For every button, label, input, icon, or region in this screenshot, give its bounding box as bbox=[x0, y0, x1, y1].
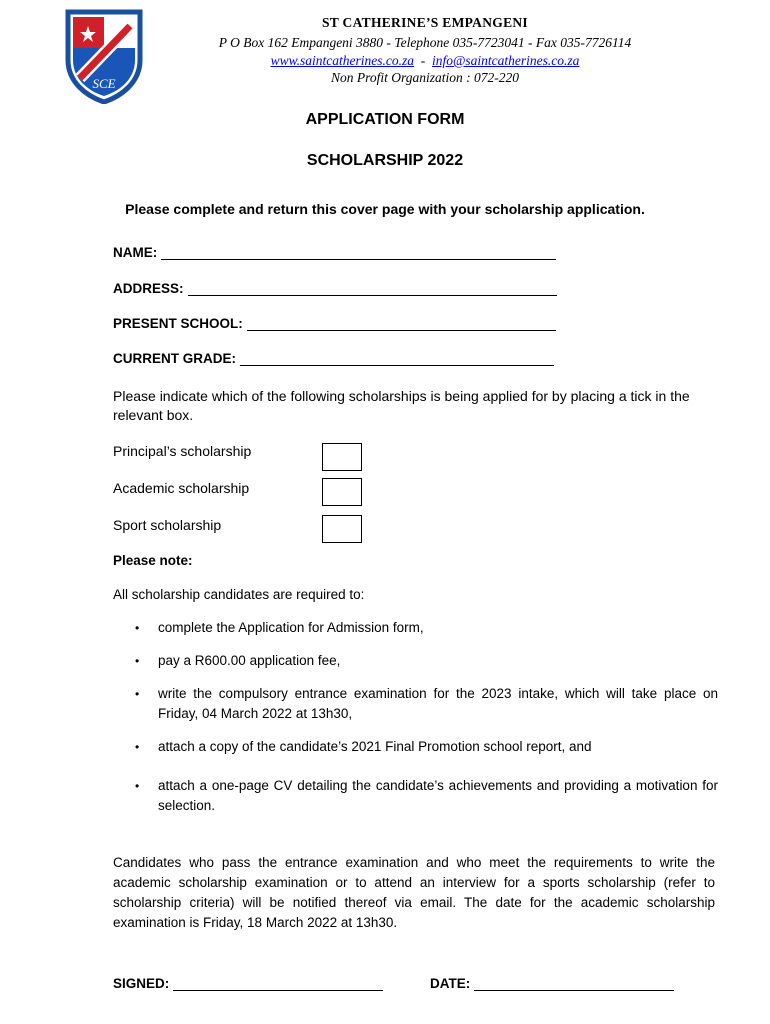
requirement-item: complete the Application for Admission form, bbox=[158, 620, 424, 635]
academic-scholarship-checkbox[interactable] bbox=[322, 478, 362, 506]
field-label: NAME: bbox=[113, 245, 158, 260]
date-field[interactable] bbox=[430, 976, 674, 991]
requirements-intro: All scholarship candidates are required to: bbox=[113, 587, 365, 602]
name-input-line[interactable] bbox=[161, 245, 556, 260]
address-field[interactable] bbox=[113, 281, 557, 296]
intro-text: Please complete and return this cover page with your scholarship application. bbox=[125, 201, 645, 217]
contact-separator: - bbox=[420, 53, 426, 68]
requirement-item: pay a R600.00 application fee, bbox=[158, 653, 341, 668]
closing-paragraph: Candidates who pass the entrance examination and who meet the requirements to write the academic scholarship examination or to attend an interview for a sports scholarship (refer to scholarship criteria) will be notified thereof via email. The date for the academic scholarship examination is Friday, 18 March 2022 at 13h30. bbox=[113, 855, 715, 930]
bullet-marker: • bbox=[135, 779, 140, 793]
requirement-item: attach a copy of the candidate’s 2021 Final Promotion school report, and bbox=[158, 739, 592, 754]
signed-field[interactable] bbox=[113, 976, 383, 991]
date-line[interactable] bbox=[474, 976, 674, 991]
present-school-field[interactable] bbox=[113, 316, 556, 331]
option-principal-label: Principal’s scholarship bbox=[113, 443, 252, 459]
requirement-item: write the compulsory entrance examination for the 2023 intake, which will take place on Friday, 04 March 2022 at 13h30, bbox=[158, 686, 718, 721]
form-title: APPLICATION FORM bbox=[305, 111, 465, 128]
school-name: ST CATHERINE’S EMPANGENI bbox=[322, 15, 528, 30]
date-label: DATE: bbox=[430, 976, 471, 991]
field-label: PRESENT SCHOOL: bbox=[113, 316, 243, 331]
signature-line[interactable] bbox=[173, 976, 383, 991]
bullet-marker: • bbox=[135, 654, 140, 668]
address-line: P O Box 162 Empangeni 3880 - Telephone 035-7723041 - Fax 035-7726114 bbox=[218, 35, 632, 50]
option-academic-label: Academic scholarship bbox=[113, 480, 250, 496]
npo-line: Non Profit Organization : 072-220 bbox=[330, 70, 519, 85]
note-heading: Please note: bbox=[113, 553, 193, 568]
principal-scholarship-checkbox[interactable] bbox=[322, 443, 362, 471]
address-input-line[interactable] bbox=[188, 281, 557, 296]
current-grade-input-line[interactable] bbox=[240, 351, 554, 366]
contact-line bbox=[160, 52, 690, 69]
requirement-item: attach a one-page CV detailing the candidate’s achievements and providing a motivation for selection. bbox=[158, 778, 718, 813]
bullet-marker: • bbox=[135, 621, 140, 635]
email-link[interactable]: info@saintcatherines.co.za bbox=[431, 53, 580, 68]
crest-text: SCE bbox=[92, 76, 116, 91]
website-link[interactable]: www.saintcatherines.co.za bbox=[270, 53, 414, 68]
bullet-marker: • bbox=[135, 740, 140, 754]
name-field[interactable] bbox=[113, 245, 556, 260]
sport-scholarship-checkbox[interactable] bbox=[322, 515, 362, 543]
option-sport-label: Sport scholarship bbox=[113, 517, 222, 533]
instruction-text: Please indicate which of the following scholarships is being applied for by placing a tick in the relevant box. bbox=[113, 388, 690, 423]
bullet-marker: • bbox=[135, 687, 140, 701]
field-label: CURRENT GRADE: bbox=[113, 351, 236, 366]
school-crest-logo bbox=[64, 8, 144, 104]
present-school-input-line[interactable] bbox=[247, 316, 556, 331]
signed-label: SIGNED: bbox=[113, 976, 170, 991]
field-label: ADDRESS: bbox=[113, 281, 184, 296]
current-grade-field[interactable] bbox=[113, 351, 554, 366]
form-subtitle: SCHOLARSHIP 2022 bbox=[306, 152, 464, 169]
